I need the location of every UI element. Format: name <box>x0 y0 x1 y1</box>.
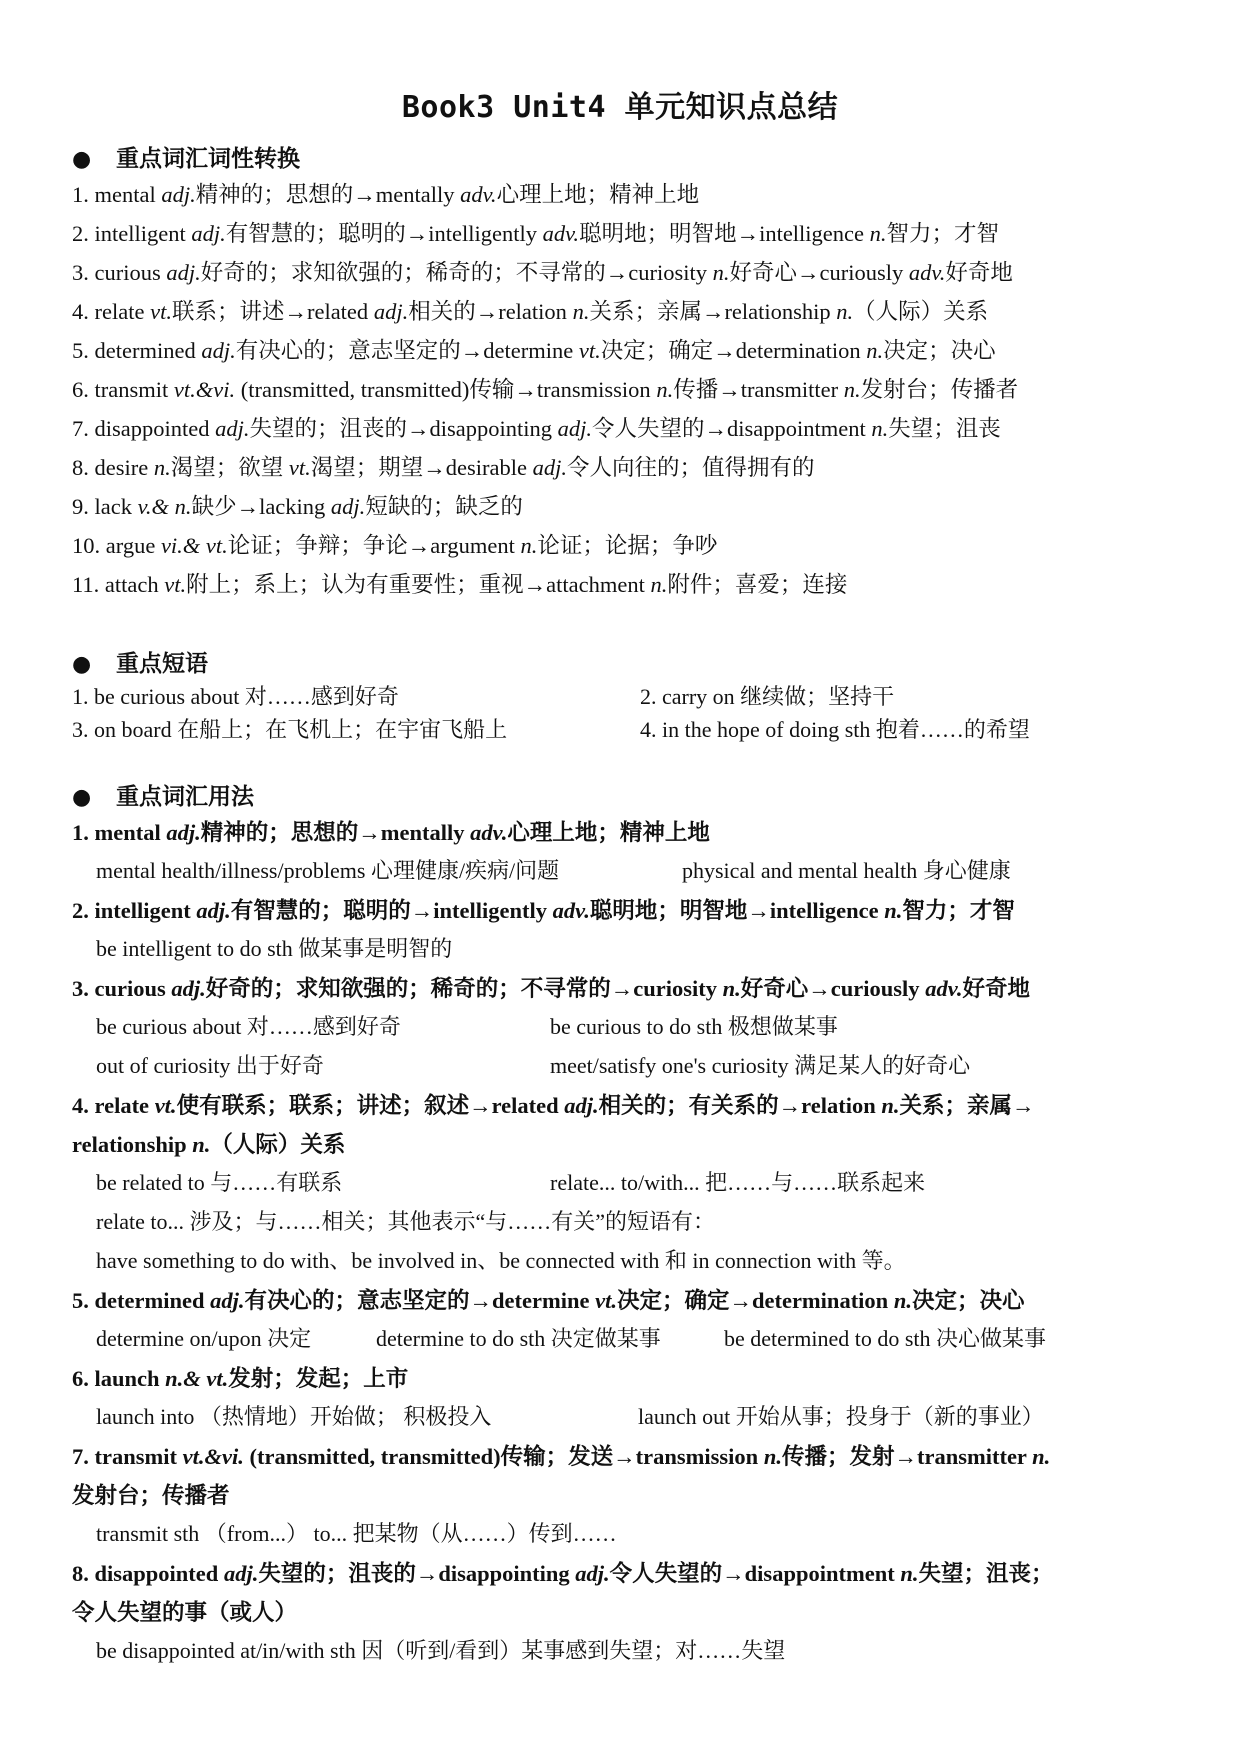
usage-example: relate to... 涉及；与……相关；其他表示“与……有关”的短语有： <box>96 1209 715 1234</box>
vocab-line: 5. determined adj.有决心的；意志坚定的→determine vt.决定；确定→determination n.决定；决心 <box>72 338 996 363</box>
section-heading-vocab <box>72 140 300 173</box>
usage-heading: 5. determined adj.有决心的；意志坚定的→determine vt.决定；确定→determination n.决定；决心 <box>72 1288 1025 1313</box>
usage-example: be related to 与……有联系 <box>96 1170 343 1195</box>
vocab-line: 11. attach vt.附上；系上；认为有重要性；重视→attachment n.附件；喜爱；连接 <box>72 572 848 597</box>
vocab-line: 10. argue vi.& vt.论证；争辩；争论→argument n.论证；论据；争吵 <box>72 533 718 558</box>
usage-example: be curious to do sth 极想做某事 <box>550 1014 838 1039</box>
usage-heading: 4. relate vt.使有联系；联系；讲述；叙述→related adj.相关的；有关系的→relation n.关系；亲属→ <box>72 1093 1035 1118</box>
usage-example: launch into （热情地）开始做； 积极投入 <box>96 1404 492 1429</box>
vocab-line: 8. desire n.渴望；欲望 vt.渴望；期望→desirable adj.令人向往的；值得拥有的 <box>72 455 815 480</box>
section-heading-phrases <box>72 645 208 678</box>
section-heading-usage <box>72 778 254 811</box>
phrase-item: 2. carry on 继续做；坚持干 <box>640 684 895 709</box>
usage-heading-cont: relationship n.（人际）关系 <box>72 1132 346 1157</box>
usage-heading: 2. intelligent adj.有智慧的；聪明的→intelligently adv.聪明地；明智地→intelligence n.智力；才智 <box>72 898 1015 923</box>
usage-example: relate... to/with... 把……与……联系起来 <box>550 1170 926 1195</box>
usage-example: out of curiosity 出于好奇 <box>96 1053 324 1078</box>
usage-heading: 6. launch n.& vt.发射；发起；上市 <box>72 1366 409 1391</box>
phrase-item: 4. in the hope of doing sth 抱着……的希望 <box>640 717 1030 742</box>
vocab-line: 9. lack v.& n.缺少→lacking adj.短缺的；缺乏的 <box>72 494 523 519</box>
usage-heading: 8. disappointed adj.失望的；沮丧的→disappointing adj.令人失望的→disappointment n.失望；沮丧； <box>72 1561 1054 1586</box>
usage-heading-cont: 发射台；传播者 <box>72 1483 230 1508</box>
usage-example: have something to do with、be involved in、be connected with 和 in connection with 等。 <box>96 1248 906 1273</box>
bullet-icon: ● <box>72 785 92 810</box>
usage-example: be curious about 对……感到好奇 <box>96 1014 401 1039</box>
bullet-icon: ● <box>72 652 92 677</box>
usage-heading: 7. transmit vt.&vi. (transmitted, transmitted)传输；发送→transmission n.传播；发射→transmitter n. <box>72 1444 1051 1469</box>
vocab-line: 3. curious adj.好奇的；求知欲强的；稀奇的；不寻常的→curiosity n.好奇心→curiously adv.好奇地 <box>72 260 1013 285</box>
usage-heading: 3. curious adj.好奇的；求知欲强的；稀奇的；不寻常的→curiosity n.好奇心→curiously adv.好奇地 <box>72 976 1030 1001</box>
usage-example: mental health/illness/problems 心理健康/疾病/问题 <box>96 858 560 883</box>
phrase-item: 1. be curious about 对……感到好奇 <box>72 684 399 709</box>
usage-example: be disappointed at/in/with sth 因（听到/看到）某事感到失望；对……失望 <box>96 1638 786 1663</box>
usage-example: determine to do sth 决定做某事 <box>376 1326 661 1351</box>
usage-example: be determined to do sth 决心做某事 <box>724 1326 1047 1351</box>
usage-example: transmit sth （from...） to... 把某物（从……）传到…… <box>96 1521 617 1546</box>
bullet-icon: ● <box>72 147 92 172</box>
usage-heading-cont: 令人失望的事（或人） <box>72 1600 298 1625</box>
usage-example: determine on/upon 决定 <box>96 1326 312 1351</box>
section-title: 重点词汇词性转换 <box>116 146 300 172</box>
usage-example: launch out 开始从事；投身于（新的事业） <box>638 1404 1044 1429</box>
usage-example: be intelligent to do sth 做某事是明智的 <box>96 936 453 961</box>
vocab-line: 4. relate vt.联系；讲述→related adj.相关的→relation n.关系；亲属→relationship n.（人际）关系 <box>72 299 989 324</box>
section-title: 重点短语 <box>116 651 208 677</box>
section-title: 重点词汇用法 <box>116 784 254 810</box>
vocab-line: 6. transmit vt.&vi. (transmitted, transmitted)传输→transmission n.传播→transmitter n.发射台；传播者 <box>72 377 1019 402</box>
usage-heading: 1. mental adj.精神的；思想的→mentally adv.心理上地；精神上地 <box>72 820 710 845</box>
page-title: Book3 Unit4 单元知识点总结 <box>401 90 839 125</box>
vocab-line: 1. mental adj.精神的；思想的→mentally adv.心理上地；精神上地 <box>72 182 700 207</box>
vocab-line: 2. intelligent adj.有智慧的；聪明的→intelligently adv.聪明地；明智地→intelligence n.智力；才智 <box>72 221 1000 246</box>
phrase-item: 3. on board 在船上；在飞机上；在宇宙飞船上 <box>72 717 508 742</box>
usage-example: meet/satisfy one's curiosity 满足某人的好奇心 <box>550 1053 971 1078</box>
usage-example: physical and mental health 身心健康 <box>682 858 1011 883</box>
vocab-line: 7. disappointed adj.失望的；沮丧的→disappointing adj.令人失望的→disappointment n.失望；沮丧 <box>72 416 1001 441</box>
